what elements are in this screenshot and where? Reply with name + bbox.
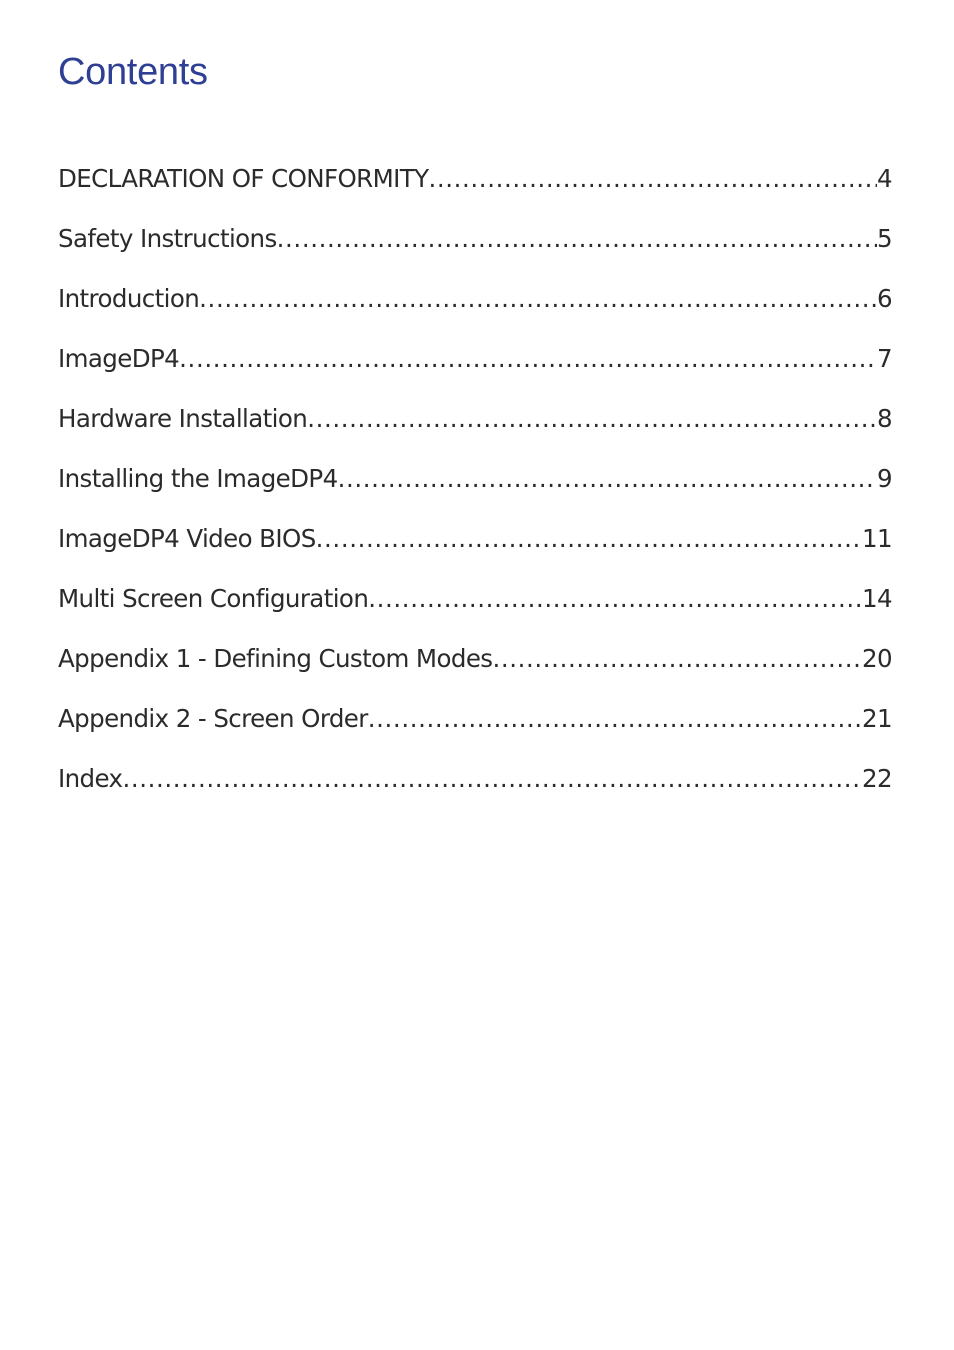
- toc-entry-label: Hardware Installation: [58, 404, 308, 433]
- toc-entry-safety-instructions[interactable]: [58, 220, 892, 280]
- table-of-contents: [58, 160, 892, 820]
- dot-leader: [277, 224, 877, 253]
- toc-entry-imagedp4-video-bios[interactable]: [58, 520, 892, 580]
- toc-entry-index[interactable]: [58, 760, 892, 820]
- toc-entry-label: Multi Screen Configuration: [58, 584, 369, 613]
- page-title: Contents: [58, 51, 208, 93]
- toc-entry-label: Index: [58, 764, 123, 793]
- toc-entry-appendix-1[interactable]: [58, 640, 892, 700]
- toc-entry-appendix-2[interactable]: [58, 700, 892, 760]
- toc-entry-installing-the-imagedp4[interactable]: [58, 460, 892, 520]
- dot-leader: [122, 764, 862, 793]
- toc-entry-label: DECLARATION OF CONFORMITY: [58, 164, 429, 193]
- toc-entry-page-number: 4: [877, 164, 892, 193]
- toc-entry-page-number: 5: [877, 224, 892, 253]
- toc-entry-page-number: 22: [862, 764, 892, 793]
- toc-entry-declaration-of-conformity[interactable]: [58, 160, 892, 220]
- dot-leader: [368, 704, 862, 733]
- toc-entry-imagedp4[interactable]: [58, 340, 892, 400]
- dot-leader: [492, 644, 862, 673]
- toc-entry-page-number: 21: [862, 704, 892, 733]
- toc-entry-hardware-installation[interactable]: [58, 400, 892, 460]
- dot-leader: [179, 344, 877, 373]
- dot-leader: [338, 464, 877, 493]
- dot-leader: [307, 404, 877, 433]
- dot-leader: [199, 284, 877, 313]
- toc-entry-label: Installing the ImageDP4: [58, 464, 338, 493]
- toc-entry-label: ImageDP4 Video BIOS: [58, 524, 316, 553]
- toc-entry-page-number: 14: [862, 584, 892, 613]
- toc-entry-page-number: 6: [877, 284, 892, 313]
- dot-leader: [368, 584, 862, 613]
- dot-leader: [428, 164, 877, 193]
- toc-entry-label: Appendix 1 - Defining Custom Modes: [58, 644, 493, 673]
- toc-entry-label: ImageDP4: [58, 344, 180, 373]
- toc-entry-page-number: 8: [877, 404, 892, 433]
- toc-entry-multi-screen-configuration[interactable]: [58, 580, 892, 640]
- toc-entry-label: Safety Instructions: [58, 224, 277, 253]
- toc-entry-page-number: 9: [877, 464, 892, 493]
- toc-entry-label: Introduction: [58, 284, 200, 313]
- toc-entry-page-number: 11: [862, 524, 892, 553]
- toc-entry-page-number: 7: [877, 344, 892, 373]
- toc-entry-introduction[interactable]: [58, 280, 892, 340]
- toc-entry-page-number: 20: [862, 644, 892, 673]
- dot-leader: [316, 524, 862, 553]
- toc-entry-label: Appendix 2 - Screen Order: [58, 704, 368, 733]
